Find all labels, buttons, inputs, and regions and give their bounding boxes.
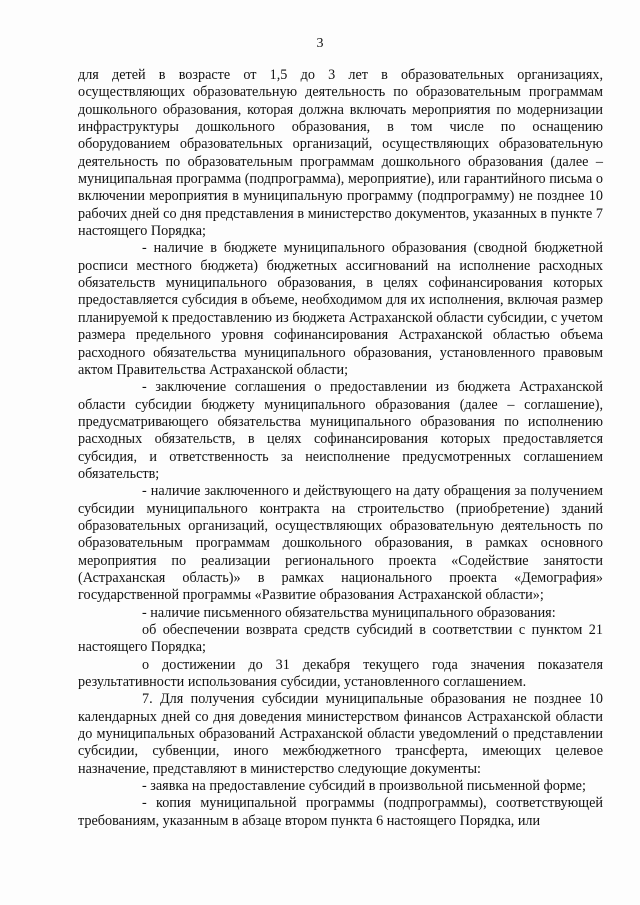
paragraph-written-obligation: - наличие письменного обязательства муниципального образования: bbox=[142, 604, 556, 621]
paragraph-continuation: для детей в возрасте от 1,5 до 3 лет в образовательных организациях, осуществляющих образовательную деятельность по образовательным программам дошкольного образования, которая должна включать мероприятия по модернизации инфраструктуры дошкольного образования, в том числе по оснащению оборудованием образовательных организаций, осуществляющих образовательную деятельность по образовательным программам дошкольного образования (далее – муниципальная программа (подпрограмма), мероприятие), или гарантийного письма о включении мероприятия в муниципальную программу (подпрограмму) не позднее 10 рабочих дней со дня представления в министерство документов, указанных в пункте 7 настоящего Порядка; bbox=[78, 67, 603, 240]
paragraph-section-7: 7. Для получения субсидии муниципальные образования не позднее 10 календарных дней со дня доведения министерством финансов Астраханской области до муниципальных образований Астраханской области уведомлений о представлении субсидии, субвенции, иного межбюджетного трансферта, имеющих целевое назначение, представляют в министерство следующие документы: bbox=[78, 691, 603, 777]
paragraph-municipal-contract: - наличие заключенного и действующего на дату обращения за получением субсидии муниципального контракта на строительство (приобретение) зданий образовательных организаций, осуществляющих образовательную деятельность по образовательным программам дошкольного образования, в рамках основного мероприятия по реализации регионального проекта «Содействие занятости (Астраханская область)» в рамках национального проекта «Демография» государственной программы «Развитие образования Астраханской области»; bbox=[78, 483, 603, 604]
paragraph-program-copy: - копия муниципальной программы (подпрограммы), соответствующей требованиям, указанным в абзаце втором пункта 6 настоящего Порядка, или bbox=[78, 795, 603, 829]
paragraph-refund-obligation: об обеспечении возврата средств субсидий в соответствии с пунктом 21 настоящего Порядка; bbox=[78, 622, 603, 656]
page-number: 3 bbox=[316, 36, 324, 51]
paragraph-budget-allocation: - наличие в бюджете муниципального образования (сводной бюджетной росписи местного бюджета) бюджетных ассигнований на исполнение расходных обязательств муниципального образования, в целях софинансирования которых предоставляется субсидия в объеме, необходимом для их исполнения, включая размер планируемой к предоставлению из бюджета Астраханской области субсидии, с учетом размера предельного уровня софинансирования Астраханской областью объема расходного обязательства муниципального образования, установленного правовым актом Правительства Астраханской области; bbox=[78, 240, 603, 378]
paragraph-application: - заявка на предоставление субсидий в произвольной письменной форме; bbox=[142, 778, 586, 795]
paragraph-agreement: - заключение соглашения о предоставлении из бюджета Астраханской области субсидии бюджету муниципального образования (далее – соглашение), предусматривающего обязательства муниципального образования по исполнению расходных обязательств, в целях софинансирования которых предоставляется субсидия, и ответственность за неисполнение предусмотренных соглашением обязательств; bbox=[78, 379, 603, 482]
paragraph-performance-indicator: о достижении до 31 декабря текущего года значения показателя результативности использования субсидии, установленного соглашением. bbox=[78, 656, 603, 691]
document-body bbox=[78, 67, 603, 830]
